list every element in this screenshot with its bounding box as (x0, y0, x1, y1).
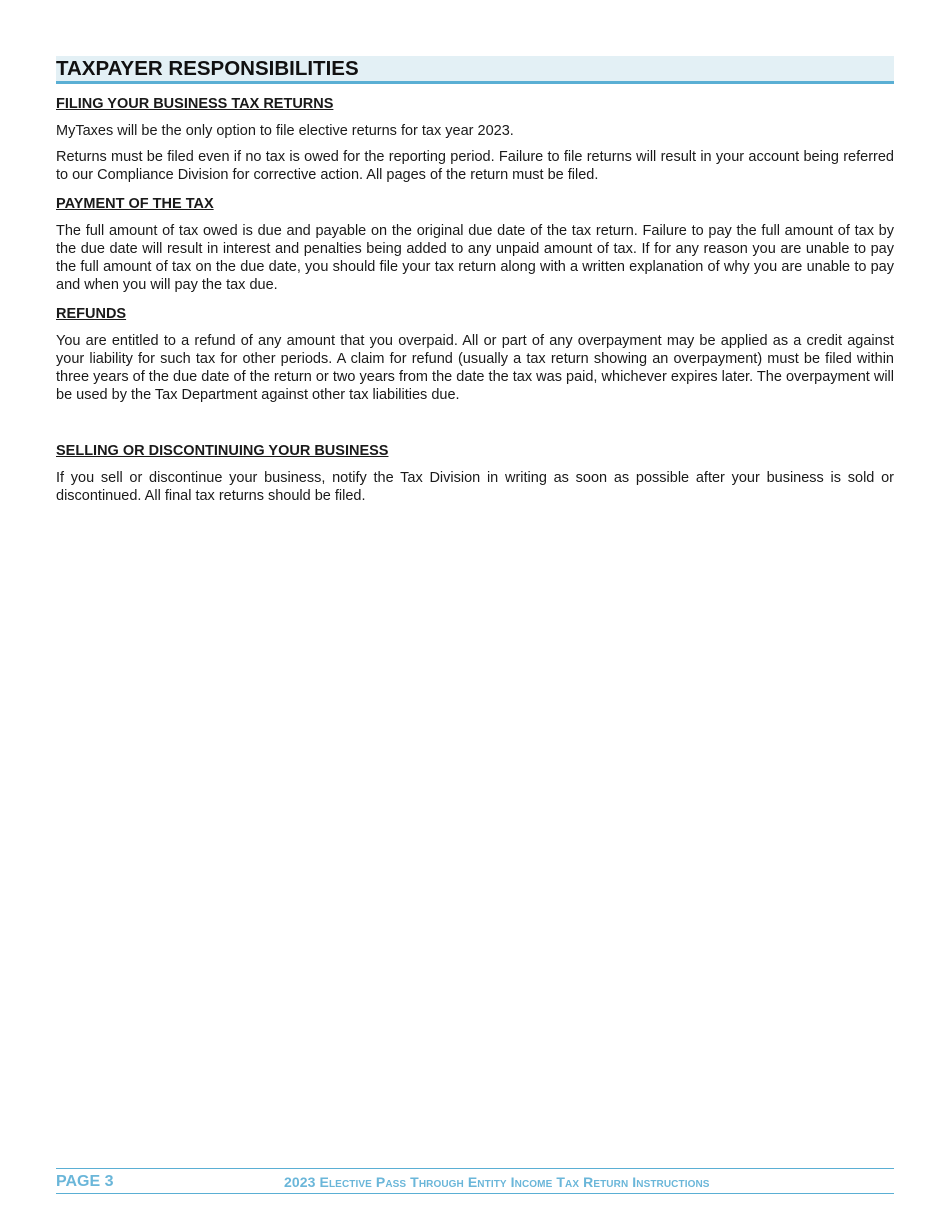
document-body (56, 56, 894, 505)
filing-heading: FILING YOUR BUSINESS TAX RETURNS (56, 96, 334, 112)
selling-heading: SELLING OR DISCONTINUING YOUR BUSINESS (56, 443, 389, 459)
payment-heading: PAYMENT OF THE TAX (56, 196, 214, 212)
footer-document-title: 2023 Elective Pass Through Entity Income Tax Return Instructions (284, 1174, 710, 1190)
section-spacer (56, 404, 894, 431)
page-footer (56, 1168, 894, 1194)
filing-paragraph-2: Returns must be filed even if no tax is owed for the reporting period. Failure to file returns will result in your account being referred to our Compliance Division for corrective action. All pages of the return must be filed. (56, 149, 894, 183)
filing-paragraph-1: MyTaxes will be the only option to file elective returns for tax year 2023. (56, 123, 514, 139)
refunds-heading: REFUNDS (56, 306, 127, 322)
payment-paragraph-1: The full amount of tax owed is due and payable on the original due date of the tax return. Failure to pay the full amount of tax by the due date will result in interest and penalties being added to any unpaid amount of tax. If for any reason you are unable to pay the full amount of tax on the due date, you should file your tax return along with a written explanation of why you are unable to pay and when you will pay the tax due. (56, 223, 894, 293)
refunds-paragraph-1: You are entitled to a refund of any amount that you overpaid. All or part of any overpayment may be applied as a credit against your liability for such tax for other periods. A claim for refund (usually a tax return showing an overpayment) must be filed within three years of the due date of the return or two years from the date the tax was paid, whichever expires later. The overpayment will be used by the Tax Department against other tax liabilities due. (56, 333, 894, 403)
page-title: TAXPAYER RESPONSIBILITIES (56, 56, 894, 84)
footer-page-number: PAGE 3 (56, 1173, 114, 1190)
selling-paragraph-1: If you sell or discontinue your business, notify the Tax Division in writing as soon as possible after your business is sold or discontinued. All final tax returns should be filed. (56, 470, 894, 504)
